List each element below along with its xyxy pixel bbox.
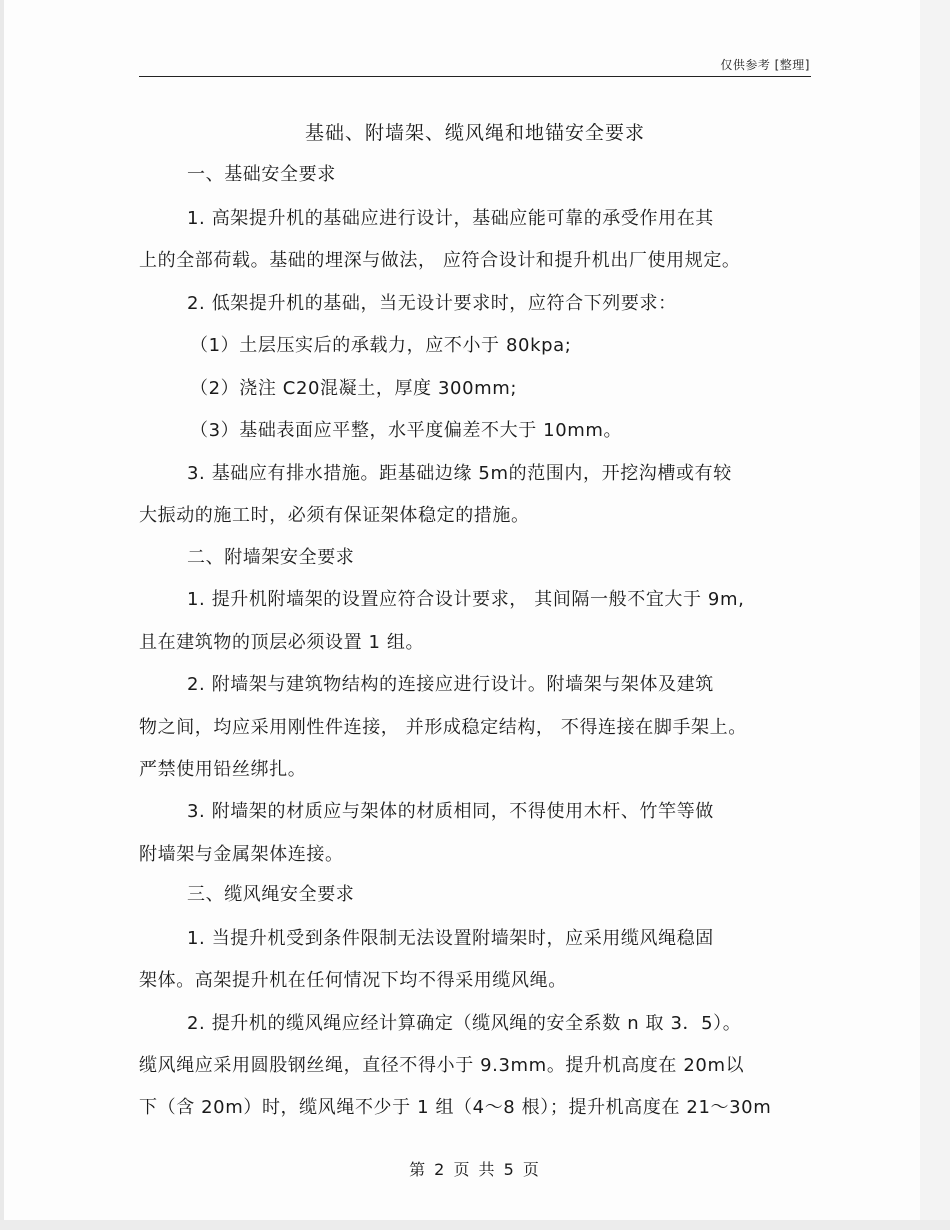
paragraph-line: 物之间，均应采用刚性件连接， 并形成稳定结构， 不得连接在脚手架上。 (139, 717, 747, 738)
paragraph-line: 1. 当提升机受到条件限制无法设置附墙架时，应采用缆风绳稳固 (187, 928, 714, 949)
header-note: 仅供参考 [整理] (720, 58, 810, 72)
section-heading-wall-ties: 二、附墙架安全要求 (187, 547, 355, 568)
document-title: 基础、附墙架、缆风绳和地锚安全要求 (304, 122, 645, 144)
paragraph-line: 2. 附墙架与建筑物结构的连接应进行设计。附墙架与架体及建筑 (187, 674, 714, 695)
paragraph-line: 下（含 20m）时，缆风绳不少于 1 组（4～8 根）；提升机高度在 21～30m (139, 1097, 772, 1118)
list-item: （1）土层压实后的承载力，应不小于 80kpa; (190, 335, 572, 356)
paragraph-line: 大振动的施工时，必须有保证架体稳定的措施。 (139, 505, 530, 526)
paragraph-line: 附墙架与金属架体连接。 (139, 844, 344, 865)
page-edge-bottom (0, 1220, 950, 1230)
header-rule (139, 76, 811, 77)
paragraph-line: 3. 基础应有排水措施。距基础边缘 5m的范围内，开挖沟槽或有较 (187, 463, 732, 484)
page-edge-right (920, 0, 950, 1230)
paragraph-line: 严禁使用铅丝绑扎。 (139, 759, 307, 780)
paragraph-line: 缆风绳应采用圆股钢丝绳，直径不得小于 9.3mm。提升机高度在 20m以 (139, 1055, 745, 1076)
paragraph-line: 3. 附墙架的材质应与架体的材质相同，不得使用木杆、竹竿等做 (187, 801, 714, 822)
paragraph-line: 1. 高架提升机的基础应进行设计，基础应能可靠的承受作用在其 (187, 208, 714, 229)
page-edge-left (0, 0, 4, 1230)
paragraph-line: 1. 提升机附墙架的设置应符合设计要求， 其间隔一般不宜大于 9m, (187, 589, 745, 610)
section-heading-guy-ropes: 三、缆风绳安全要求 (187, 884, 355, 905)
paragraph-line: 上的全部荷载。基础的埋深与做法， 应符合设计和提升机出厂使用规定。 (139, 250, 741, 271)
list-item: （3）基础表面应平整，水平度偏差不大于 10mm。 (190, 420, 623, 441)
section-heading-foundation: 一、基础安全要求 (187, 164, 336, 185)
list-item: （2）浇注 C20混凝土，厚度 300mm; (190, 378, 518, 399)
paragraph-line: 2. 提升机的缆风绳应经计算确定（缆风绳的安全系数 n 取 3．5）。 (187, 1013, 742, 1034)
page-number: 第 2 页 共 5 页 (409, 1160, 541, 1179)
paragraph-line: 2. 低架提升机的基础，当无设计要求时，应符合下列要求： (187, 293, 677, 314)
paragraph-line: 且在建筑物的顶层必须设置 1 组。 (139, 632, 425, 653)
paragraph-line: 架体。高架提升机在任何情况下均不得采用缆风绳。 (139, 970, 567, 991)
